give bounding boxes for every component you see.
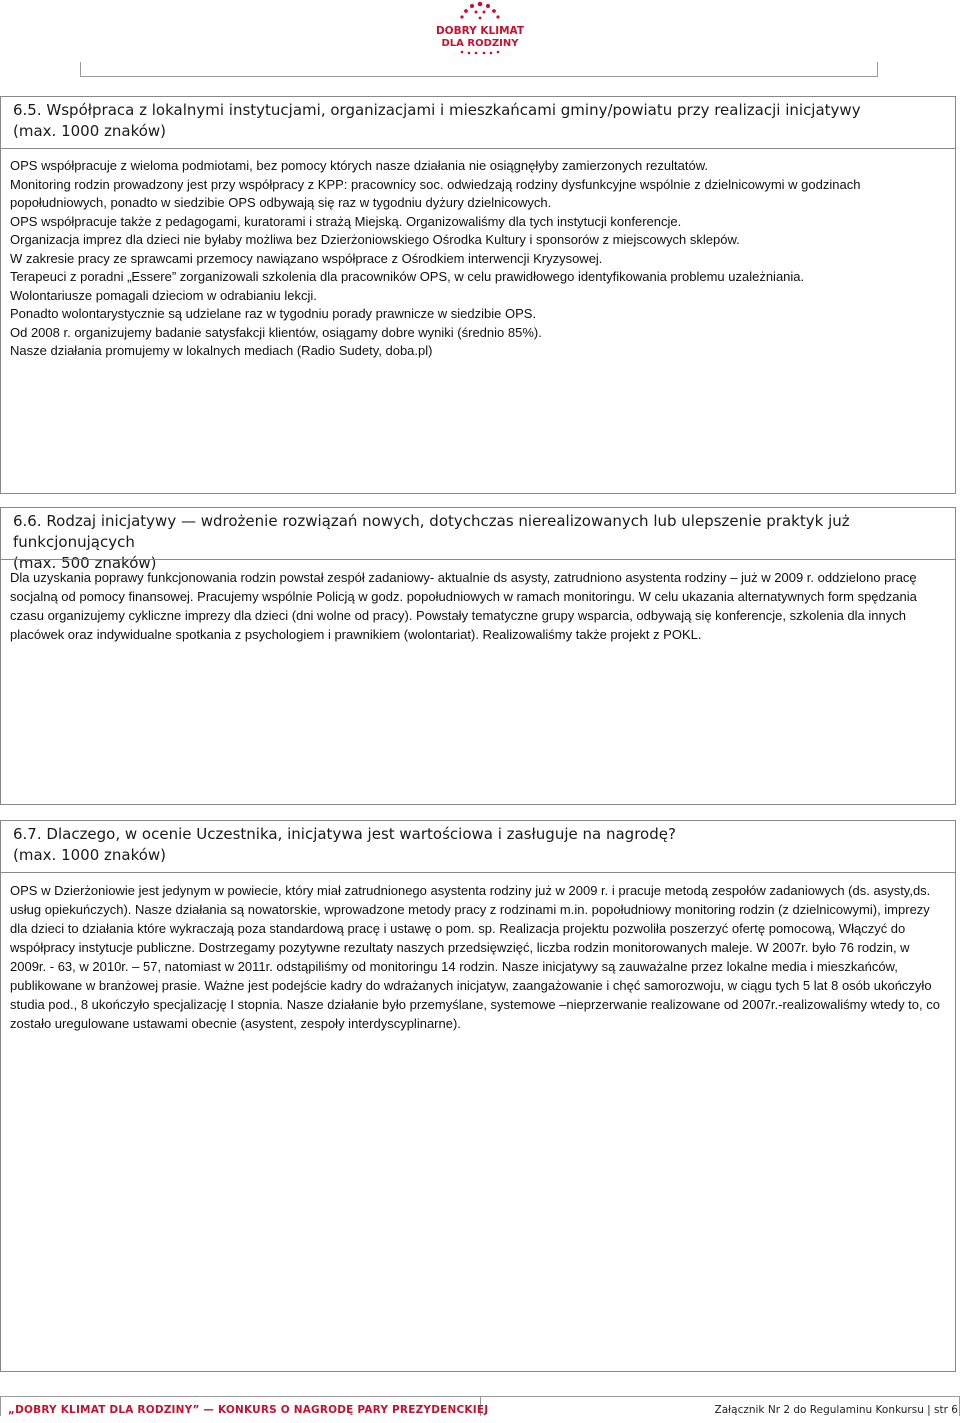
page-footer <box>0 1396 960 1423</box>
section-number: 6.5. <box>13 101 42 119</box>
answer-paragraph: Dla uzyskania poprawy funkcjonowania rodzin powstał zespół zadaniowy- aktualnie ds asysty, zatrudniono asystenta rodziny – już w 2009 r. oddzielono pracę socjalną od pomocy finansowej. Pracujemy wspólnie Policją w godz. popołudniowych w ramach monitoringu. W celu ukazania alternatywnych form spędzania czasu organizujemy cykliczne imprezy dla dzieci (dni wolne od pracy). Powstały tematyczne grupy wsparcia, odbywają się konferencje, szkolenia dla innych placówek oraz indywidualne spotkania z psychologiem i prawnikiem (wolontariat). Realizowaliśmy także projekt z POKL. <box>10 570 917 642</box>
answer-paragraph: Organizacja imprez dla dzieci nie byłaby możliwa bez Dzierżoniowskiego Ośrodka Kultury i sponsorów z miejscowych sklepów. <box>10 232 740 247</box>
section-title: Rodzaj inicjatywy — wdrożenie rozwiązań nowych, dotychczas nierealizowanych lub ulepszenie praktyk już funkcjonujących <box>13 512 850 551</box>
section-number: 6.7. <box>13 825 42 843</box>
section-number: 6.6. <box>13 512 42 530</box>
answer-paragraph: Od 2008 r. organizujemy badanie satysfakcji klientów, osiągamy dobre wyniki (średnio 85%). <box>10 324 542 340</box>
answer-paragraph: OPS w Dzierżoniowie jest jedynym w powiecie, który miał zatrudnionego asystenta rodziny już w 2009 r. i pracuje metodą zespołów zadaniowych (ds. asysty,ds. usług opiekuńczych). Nasze działania są nowatorskie, wprowadzone metody pracy z rodzinami m.in. popołudniowy monitoring rodzin (z dzielnicowymi), imprezy dla dzieci to działania które wykraczają poza standardową pracę i ustawę o pom. sp. Realizacja projektu pozwoliła poszerzyć ofertę pomocową, Włączyć do współpracy instytucje publiczne. Dostrzegamy pozytywne rezultaty naszych przedsięwzięć, liczba rodzin monitorowanych maleje. W 2007r. było 76 rodzin, w 2009r. - 63, w 2010r. – 57, natomiast w 2011r. odstąpiliśmy od monitoringu 14 rodzin. Nasze inicjatywy są zauważalne przez lokalne media i mieszkańców, publikowane w branżowej prasie. Ważne jest podejście kadry do wdrażanych inicjatyw, zaangażowanie i chęć samorozwoju, w ciągu tych 5 lat 8 osób ukończyło studia pod., 8 ukończyło specjalizację I stopnia. Nasze działanie było przemyślane, systemowe –nieprzerwanie realizowane od 2007r.-realizowaliśmy wtedy to, co zostało uregulowane ustawami obecnie (asystent, zespoły interdyscyplinarne). <box>10 883 940 1031</box>
logo-graphic <box>432 0 528 58</box>
contest-logo <box>432 0 528 58</box>
answer-paragraph: Monitoring rodzin prowadzony jest przy współpracy z KPP: pracownicy soc. odwiedzają rodziny dysfunkcyjne wspólnie z dzielnicowymi w godzinach popołudniowych, ponadto w siedzibie OPS odbywają się raz w tygodniu dyżury dzielnicowych. <box>10 176 861 210</box>
section-title: Współpraca z lokalnymi instytucjami, organizacjami i mieszkańcami gminy/powiatu przy realizacji inicjatywy <box>46 101 861 119</box>
section-title: Dlaczego, w ocenie Uczestnika, inicjatywa jest wartościowa i zasługuje na nagrodę? <box>46 825 676 843</box>
answer-paragraph: Ponadto wolontarystycznie są udzielane raz w tygodniu porady prawnicze w siedzibie OPS. <box>10 306 537 321</box>
answer-paragraph: Nasze działania promujemy w lokalnych mediach (Radio Sudety, doba.pl) <box>10 343 433 358</box>
footer-contest-name: „DOBRY KLIMAT DLA RODZINY” — KONKURS O NAGRODĘ PARY PREZYDENCKIEJ <box>8 1404 489 1416</box>
logo-line1: DOBRY KLIMAT <box>435 25 525 37</box>
section-6-7-answer <box>0 872 956 1372</box>
section-limit: (max. 1000 znaków) <box>13 846 167 864</box>
answer-paragraph: OPS współpracuje z wieloma podmiotami, bez pomocy których nasze działania nie osiągnęłyby zamierzonych rezultatów. <box>10 158 709 173</box>
header-tick-left <box>80 62 81 77</box>
section-6-5-answer <box>0 148 956 494</box>
section-limit: (max. 500 znaków) <box>13 554 157 572</box>
footer-page-info: Załącznik Nr 2 do Regulaminu Konkursu | str 6 <box>714 1404 958 1416</box>
answer-paragraph: OPS współpracuje także z pedagogami, kuratorami i strażą Miejską. Organizowaliśmy dla tych instytucji konferencje. <box>10 213 682 229</box>
header-tick-right <box>877 62 878 77</box>
section-6-6-heading <box>0 507 956 572</box>
footer-tick <box>0 1396 1 1416</box>
answer-paragraph: Wolontariusze pomagali dzieciom w odrabianiu lekcji. <box>10 287 317 303</box>
header-rule <box>80 76 878 77</box>
section-6-6-answer <box>0 559 956 805</box>
logo-line2: DLA RODZINY <box>441 38 519 49</box>
section-6-7-heading <box>0 820 956 872</box>
answer-paragraph: W zakresie pracy ze sprawcami przemocy nawiązano współprace z Ośrodkiem interwencji Kryzysowej. <box>10 250 603 266</box>
section-limit: (max. 1000 znaków) <box>13 122 167 140</box>
answer-paragraph: Terapeuci z poradni „Essere” zorganizowali szkolenia dla pracowników OPS, w celu prawidłowego identyfikowania problemu uzależniania. <box>10 269 805 284</box>
section-6-5-heading <box>0 96 956 148</box>
